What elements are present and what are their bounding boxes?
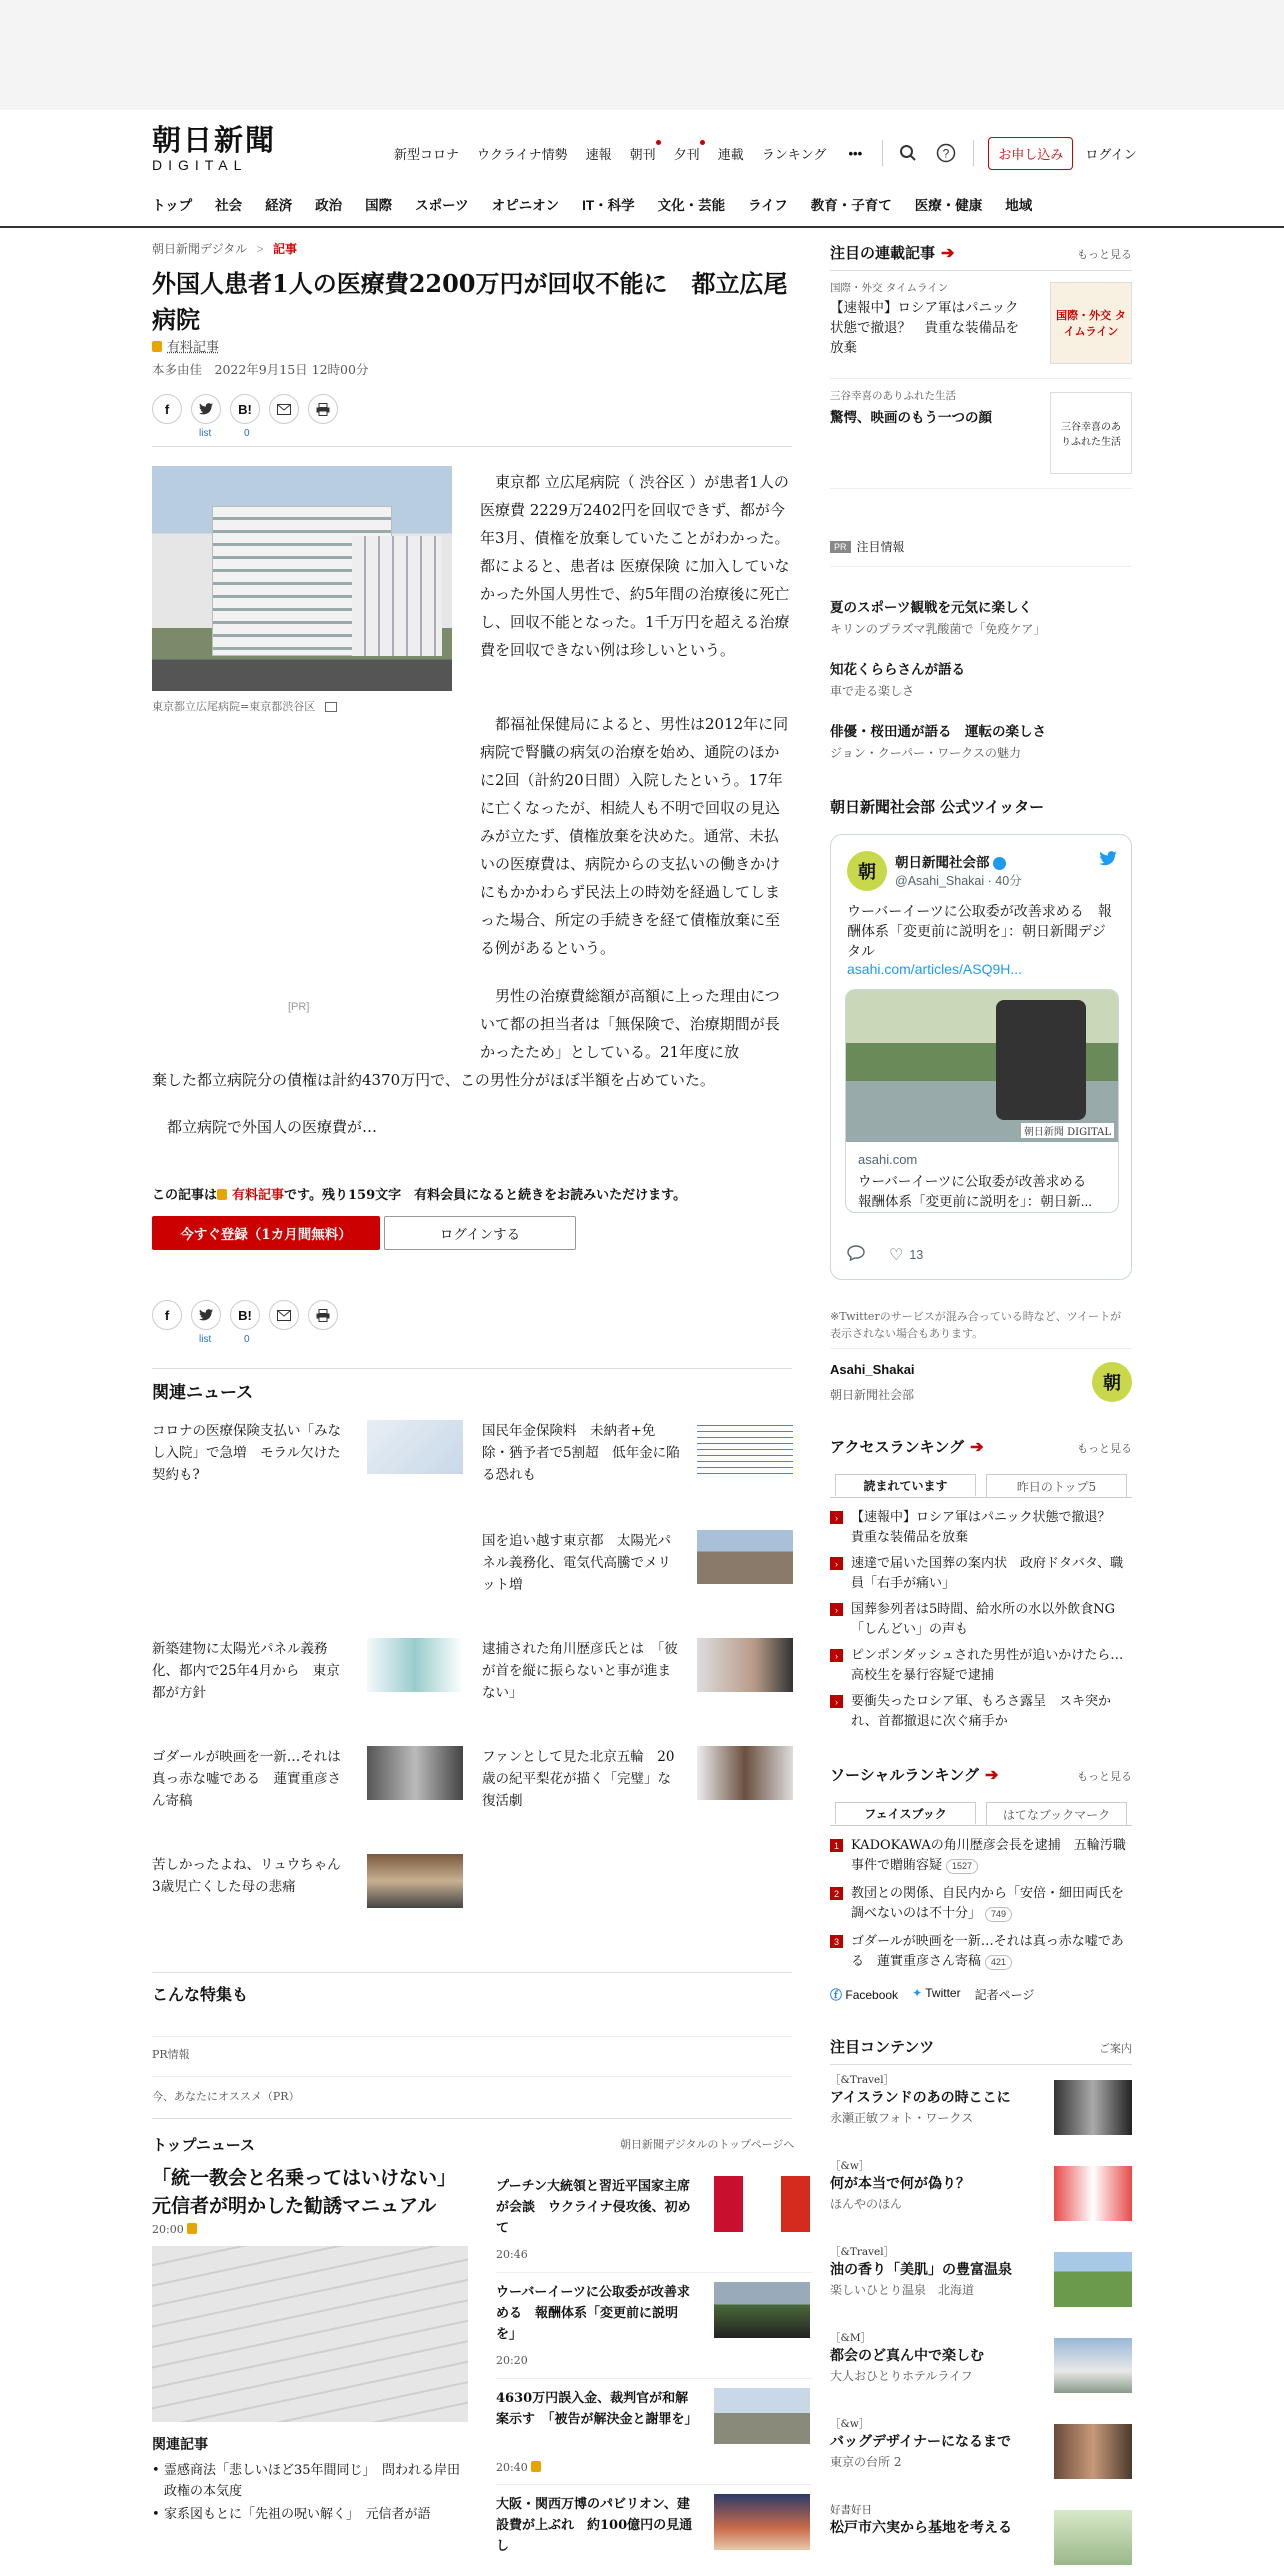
- top-news-thumb: [714, 2176, 810, 2232]
- top-news-time: 20:20: [496, 2354, 528, 2367]
- serial-item-title[interactable]: 驚愕、映画のもう一つの顔: [830, 410, 992, 426]
- access-ranking-heading: [830, 1436, 984, 1457]
- content-title: 油の香り「美肌」の豊富温泉: [830, 2262, 1012, 2278]
- help-icon[interactable]: [935, 142, 957, 164]
- content-tag: ［&Travel］: [830, 2246, 895, 2258]
- nav-top[interactable]: トップ: [152, 198, 193, 213]
- lock-icon: [217, 1189, 227, 1200]
- site-header: [0, 110, 1284, 228]
- reply-icon[interactable]: [847, 1245, 865, 1266]
- serial-tag: 三谷幸喜のありふれた生活: [830, 390, 956, 402]
- divider: [882, 140, 883, 166]
- related-thumb: [697, 1638, 793, 1692]
- paid-label: 有料記事: [167, 340, 220, 355]
- ranking-item[interactable]: [830, 1508, 1132, 1548]
- bullet-icon: •: [152, 2463, 160, 2478]
- breadcrumb: [152, 240, 297, 257]
- tweet-card-text: ウーバーイーツに公取委が改善求める 報酬体系「変更前に説明を」：朝日新...: [858, 1174, 1100, 1209]
- ranking-item[interactable]: [830, 1554, 1132, 1594]
- content-title: 何が本当で何が偽り？: [830, 2176, 970, 2192]
- social-ranking-heading: [830, 1764, 998, 1785]
- rank-number: ›: [830, 1557, 843, 1570]
- photo-caption-text: 東京都立広尾病院=東京都渋谷区: [152, 700, 316, 713]
- access-ranking-heading-text: アクセスランキング: [830, 1438, 965, 1456]
- pr-heading: [830, 538, 905, 555]
- verified-icon: [993, 857, 1006, 870]
- social-more-link[interactable]: もっと見る: [1077, 1770, 1132, 1783]
- nav-morning[interactable]: [630, 144, 656, 163]
- divider: [830, 378, 1132, 379]
- content-thumb: [1054, 2252, 1132, 2307]
- content-tag: ［&Travel］: [830, 2074, 895, 2086]
- login-button[interactable]: ログインする: [384, 1216, 576, 1250]
- tab-most-read[interactable]: 読まれています: [835, 1474, 976, 1497]
- article-teaser: 都立病院で外国人の医療費が…: [167, 1118, 378, 1136]
- content-item[interactable]: [830, 2158, 1132, 2212]
- lead-story-photo[interactable]: [152, 2246, 468, 2422]
- pr-item-sub: ジョン・クーパー・ワークスの魅力: [830, 746, 1022, 760]
- more-icon[interactable]: •••: [848, 145, 863, 161]
- content-thumb: [1054, 2166, 1132, 2221]
- related-item-title: 国を追い越す東京都 太陽光パネル義務化、電気代高騰でメリット増: [482, 1533, 671, 1593]
- divider: [152, 1972, 792, 1973]
- related-item-title: 逮捕された角川歴彦氏とは 「彼が首を縦に振らないと事が進まない」: [482, 1641, 678, 1701]
- related-item-title: 国民年金保険料 未納者+免除・猶予者で5割超 低年金に陥る恐れも: [482, 1423, 680, 1483]
- content-title: 都会のど真ん中で楽しむ: [830, 2348, 984, 2364]
- rank-number: 3: [830, 1935, 843, 1948]
- ranking-item[interactable]: [830, 1646, 1132, 1686]
- related-article-text: 霊感商法「悲しいほど35年間同じ」 問われる岸田政権の本気度: [164, 2463, 461, 2499]
- arrow-right-icon: ➔: [970, 1437, 984, 1456]
- top-page-link[interactable]: 朝日新聞デジタルのトップページへ: [620, 2138, 795, 2151]
- content-thumb: [1054, 2080, 1132, 2135]
- arrow-right-icon: ➔: [941, 243, 955, 262]
- social-tabs: [830, 1802, 1132, 1826]
- nav-culture[interactable]: 文化・芸能: [657, 198, 726, 213]
- lead-story-title[interactable]: 「統一教会と名乗ってはいけない」元信者が明かした勧誘マニュアル: [152, 2167, 457, 2217]
- serial-thumb: 三谷幸喜のありふれた生活: [1050, 392, 1132, 474]
- related-thumb: [697, 1746, 793, 1800]
- related-thumb: [367, 1746, 463, 1800]
- logo[interactable]: [152, 124, 282, 174]
- share-list-link[interactable]: list: [199, 428, 212, 439]
- content-tag: 好書好日: [830, 2504, 872, 2516]
- mail-icon[interactable]: [269, 394, 299, 424]
- ranking-item[interactable]: [830, 1692, 1132, 1732]
- paywall-notice: [152, 1184, 686, 1203]
- related-item-title: 苦しかったよね、リュウちゃん 3歳児亡くした母の悲痛: [152, 1857, 355, 1895]
- pr-heading-text: 注目情報: [856, 540, 905, 554]
- tweet-avatar[interactable]: 朝: [847, 851, 887, 891]
- byline: 本多由佳 2022年9月15日 12時00分: [152, 362, 369, 377]
- content-item[interactable]: [830, 2244, 1132, 2298]
- print-icon[interactable]: [308, 394, 338, 424]
- embedded-tweet[interactable]: [830, 834, 1132, 1280]
- nav-sports[interactable]: スポーツ: [415, 198, 469, 213]
- divider: [496, 2484, 812, 2485]
- related-article-link[interactable]: [152, 2460, 470, 2502]
- content-title: バッグデザイナーになるまで: [830, 2434, 1012, 2450]
- paywall-notice-pre: この記事は: [152, 1188, 218, 1203]
- tweet-text: ウーバーイーツに公取委が改善求める 報酬体系「変更前に説明を」：朝日新聞デジタル: [847, 903, 1112, 959]
- article-photo[interactable]: [152, 466, 452, 691]
- serial-heading: [830, 242, 954, 263]
- lock-icon: [187, 2223, 197, 2234]
- nav-economy[interactable]: 経済: [265, 198, 293, 213]
- nav-morning-label: 朝刊: [629, 146, 656, 162]
- content-thumb: [1054, 2510, 1132, 2565]
- reporter-page-link[interactable]: 記者ページ: [974, 1988, 1035, 2002]
- breadcrumb-home[interactable]: 朝日新聞デジタル: [152, 242, 248, 256]
- share-bar: [152, 394, 347, 424]
- social-item-text: 教団との関係、自民内から「安倍・細田両氏を調べないのは不十分」: [851, 1886, 1125, 1921]
- divider: [830, 488, 1132, 489]
- content-sub: 大人おひとりホテルライフ: [830, 2369, 973, 2383]
- twitter-account-avatar[interactable]: 朝: [1092, 1362, 1132, 1402]
- share-bar-bottom: [152, 1300, 347, 1330]
- divider: [152, 2118, 792, 2119]
- nav-region[interactable]: 地域: [1005, 198, 1033, 213]
- divider: [496, 2378, 812, 2379]
- social-ranking-item[interactable]: [830, 1932, 1132, 1972]
- related-thumb: [367, 1638, 463, 1692]
- twitter-icon[interactable]: [191, 1300, 221, 1330]
- top-news-item[interactable]: ウーバーイーツに公取委が改善求める 報酬体系「変更前に説明を」: [496, 2285, 690, 2342]
- lead-story-time-text: 20:00: [152, 2223, 184, 2236]
- serial-more-link[interactable]: もっと見る: [1077, 248, 1132, 261]
- facebook-link-text: Facebook: [845, 1988, 899, 2002]
- facebook-link[interactable]: [830, 1986, 898, 2003]
- nav-education[interactable]: 教育・子育て: [810, 198, 892, 213]
- photo-building-annex: [352, 536, 442, 656]
- nav-opinion[interactable]: オピニオン: [491, 198, 560, 213]
- divider: [830, 2064, 1132, 2065]
- social-ranking-item[interactable]: [830, 1836, 1132, 1876]
- content-item[interactable]: [830, 2330, 1132, 2384]
- top-news-thumb: [714, 2494, 810, 2550]
- nav-it-science[interactable]: IT・科学: [582, 198, 635, 213]
- content-item[interactable]: [830, 2072, 1132, 2126]
- related-thumb: [367, 1854, 463, 1908]
- pr-badge: PR: [830, 541, 851, 553]
- twitter-icon: ✦: [912, 1986, 923, 2000]
- nav-health[interactable]: 医療・健康: [914, 198, 983, 213]
- content-tag: ［&M］: [830, 2332, 872, 2344]
- divider: [152, 2076, 792, 2077]
- pr-ad-label: [PR]: [288, 1001, 310, 1013]
- social-ranking-item[interactable]: [830, 1884, 1132, 1924]
- subscribe-button[interactable]: お申し込み: [988, 137, 1073, 170]
- nav-serial[interactable]: 連載: [717, 146, 744, 162]
- nav-breaking[interactable]: 速報: [585, 146, 612, 162]
- nav-evening[interactable]: [674, 144, 700, 163]
- contents-heading: 注目コンテンツ: [830, 2038, 935, 2056]
- breadcrumb-current: 記事: [272, 242, 297, 256]
- article-title: 外国人患者1人の医療費2200万円が回収不能に 都立広尾病院: [152, 269, 788, 334]
- article-paragraph-3: 男性の治療費総額が高額に上った理由について都の担当者は「無保険で、治療期間が長かったため」としている。21年度に放: [480, 987, 780, 1061]
- ranking-item-text: 速達で届いた国葬の案内状 政府ドタバタ、職員「右手が痛い」: [851, 1556, 1124, 1591]
- share-count: 421: [985, 1955, 1012, 1970]
- nav-corona[interactable]: 新型コロナ: [394, 146, 460, 162]
- top-news-heading: トップニュース: [152, 2136, 256, 2154]
- social-ranking-heading-text: ソーシャルランキング: [830, 1766, 979, 1784]
- social-links: [830, 1986, 1034, 2003]
- serial-thumb: 国際・外交 タイムライン: [1050, 282, 1132, 364]
- twitter-link[interactable]: [912, 1986, 961, 2003]
- heart-icon: ♡: [889, 1247, 904, 1264]
- paid-badge: [152, 336, 219, 355]
- tweet-card-domain: asahi.com: [858, 1152, 918, 1167]
- related-thumb: [697, 1530, 793, 1584]
- content-thumb: [1054, 2424, 1132, 2479]
- content-tag: ［&w］: [830, 2160, 870, 2172]
- related-thumb: [367, 1420, 463, 1474]
- hatena-bookmark-icon[interactable]: B!: [230, 394, 260, 424]
- nav-evening-label: 夕刊: [673, 146, 700, 162]
- search-icon[interactable]: [897, 142, 919, 164]
- expand-image-icon[interactable]: [325, 702, 337, 712]
- serial-item-title[interactable]: 【速報中】ロシア軍はパニック状態で撤退？ 貴重な装備品を放棄: [830, 300, 1019, 356]
- lead-story-time: [152, 2222, 202, 2236]
- rank-number: 1: [830, 1839, 843, 1852]
- register-button[interactable]: 今すぐ登録（1カ月間無料）: [152, 1216, 380, 1250]
- nav-international[interactable]: 国際: [365, 198, 393, 213]
- divider: [830, 566, 1132, 567]
- pr-item-sub: 車で走る楽しさ: [830, 684, 915, 698]
- share-count: 1527: [946, 1859, 978, 1874]
- paywall-notice-post: です。残り159文字 有料会員になると続きをお読みいただけます。: [284, 1188, 687, 1203]
- delivery-bag-image: [996, 1000, 1086, 1120]
- divider: [152, 1368, 792, 1369]
- article-paragraph-1: 東京都 立広尾病院（ 渋谷区 ）が患者1人の 医療費 2229万2402円を回収できず、都が今年3月、債権を放棄していたことがわかった。都によると、患者は 医療保険 に加入していなかった外国人男性で、約5年間の治療後に死亡し、回収不能となった。1千万円を超える治療費を回収できない例は珍しいという。: [480, 473, 790, 659]
- tweet-handle: @Asahi_Shakai · 40分: [895, 874, 1022, 888]
- content-sub: 楽しいひとり温泉 北海道: [830, 2283, 975, 2297]
- related-article-link[interactable]: [152, 2504, 470, 2526]
- divider: [496, 2272, 812, 2273]
- rank-number: ›: [830, 1649, 843, 1662]
- serial-heading-text: 注目の連載記事: [830, 244, 936, 262]
- related-item-title: 新築建物に太陽光パネル義務化、都内で25年4月から 東京都が方針: [152, 1641, 340, 1701]
- related-articles-heading: 関連記事: [152, 2437, 208, 2453]
- ranking-item-text: 国葬参列者は5時間、給水所の水以外飲食NG 「しんどい」の声も: [851, 1602, 1129, 1637]
- top-nav: [394, 138, 1155, 168]
- top-news-thumb: [714, 2388, 810, 2444]
- serial-tag: 国際・外交 タイムライン: [830, 282, 949, 294]
- main-nav: [152, 194, 1032, 214]
- related-item-title: ファンとして見た北京五輪 20歳の紀平梨花が描く「完璧」な復活劇: [482, 1749, 675, 1809]
- login-link[interactable]: ログイン: [1085, 146, 1137, 162]
- divider: [830, 1348, 1132, 1349]
- twitter-link-text: Twitter: [925, 1986, 961, 2000]
- pr-item-sub: キリンのプラズマ乳酸菌で「免疫ケア」: [830, 622, 1046, 636]
- tweet-link[interactable]: asahi.com/articles/ASQ9H...: [847, 961, 1023, 977]
- ranking-item-text: 【速報中】ロシア軍はパニック状態で撤退？ 貴重な装備品を放棄: [851, 1510, 1124, 1545]
- nav-life[interactable]: ライフ: [748, 198, 788, 213]
- tab-yesterday-top5[interactable]: 昨日のトップ5: [986, 1474, 1127, 1497]
- nav-ukraine[interactable]: ウクライナ情勢: [477, 146, 568, 162]
- facebook-icon: ⓕ: [830, 1988, 843, 2002]
- new-dot-icon: [700, 140, 705, 145]
- divider: [973, 140, 974, 166]
- logo-digital: DIGITAL: [152, 157, 248, 173]
- facebook-icon[interactable]: f: [152, 1300, 182, 1330]
- top-news-time: 20:46: [496, 2248, 528, 2261]
- twitter-icon[interactable]: [191, 394, 221, 424]
- logo-wordmark: 朝日新聞: [152, 123, 277, 157]
- facebook-icon[interactable]: f: [152, 394, 182, 424]
- top-news-item[interactable]: 4630万円誤入金、裁判官が和解案示す 「被告が解決金と謝罪を」: [496, 2391, 698, 2427]
- nav-politics[interactable]: 政治: [315, 198, 343, 213]
- svg-text:?: ?: [942, 146, 950, 161]
- like-count: 13: [909, 1248, 924, 1262]
- recommend-label: 今、あなたにオススメ（PR）: [152, 2090, 300, 2103]
- ranking-item-text: 要衝失ったロシア軍、もろさ露呈 スキ突かれ、首都撤退に次ぐ痛手か: [851, 1694, 1112, 1729]
- related-news-heading: 関連ニュース: [152, 1383, 254, 1403]
- tweet-card-image: [846, 990, 1119, 1142]
- pr-item-title[interactable]: 夏のスポーツ観戦を元気に楽しく: [830, 600, 1032, 616]
- card-image-label: 朝日新聞 DIGITAL: [1021, 1123, 1114, 1138]
- photo-caption: [152, 698, 337, 714]
- top-news-item[interactable]: プーチン大統領と習近平国家主席が会談 ウクライナ侵攻後、初めて: [496, 2179, 691, 2236]
- hatena-bookmark-icon[interactable]: B!: [230, 1300, 260, 1330]
- share-count: 749: [985, 1907, 1012, 1922]
- article-paragraph-3-cont: 棄した都立病院分の債権は計約4370万円で、この男性分がほぼ半額を占めていた。: [152, 1071, 715, 1089]
- features-heading: こんな特集も: [152, 1985, 249, 2004]
- social-item-text: ゴダールが映画を一新…それは真っ赤な嘘である 蓮實重彦さん寄稿: [851, 1934, 1124, 1969]
- related-article-text: 家系図もとに「先祖の呪い解く」 元信者が語: [164, 2507, 431, 2522]
- tab-facebook[interactable]: フェイスブック: [835, 1802, 976, 1825]
- content-item[interactable]: [830, 2416, 1132, 2470]
- mail-icon[interactable]: [269, 1300, 299, 1330]
- pr-info-label: PR情報: [152, 2048, 190, 2061]
- ranking-item-text: ピンポンダッシュされた男性が追いかけたら…高校生を暴行容疑で逮捕: [851, 1648, 1124, 1683]
- twitter-account-sub: 朝日新聞社会部: [830, 1388, 915, 1402]
- social-item-text: KADOKAWAの角川歴彦会長を逮捕 五輪汚職事件で贈賄容疑: [851, 1838, 1126, 1873]
- related-thumb: [697, 1420, 793, 1474]
- nav-ranking[interactable]: ランキング: [761, 146, 827, 162]
- twitter-note: ※Twitterのサービスが混み合っている時など、ツイートが表示されない場合もあります。: [830, 1310, 1122, 1340]
- pr-item-title[interactable]: 俳優・桜田通が語る 運転の楽しさ: [830, 724, 1046, 740]
- lock-icon: [531, 2461, 541, 2472]
- related-item-title: コロナの医療保険支払い「みなし入院」で急増 モラル欠けた契約も?: [152, 1423, 341, 1483]
- nav-society[interactable]: 社会: [215, 198, 243, 213]
- twitter-heading: 朝日新聞社会部 公式ツイッター: [830, 798, 1045, 816]
- top-news-time: [496, 2460, 546, 2474]
- new-dot-icon: [656, 140, 661, 145]
- tweet-author-name: 朝日新聞社会部: [895, 855, 990, 870]
- top-ad-banner: [0, 0, 1284, 110]
- access-tabs: [830, 1474, 1132, 1498]
- article-paragraph-2: 都福祉保健局によると、男性は2012年に同病院で腎臓の病気の治療を始め、通院のほかに2回（計約20日間）入院したという。17年に亡くなったが、相続人も不明で回収の見込みが立たず、債権放棄を決めた。通常、未払いの医療費は、病院からの支払いの働きかけにもかかわらず民法上の時効を経過してしまった場合、所定の手続きを経て債権放棄に至る例があるという。: [480, 715, 789, 957]
- hatena-count: 0: [244, 1334, 250, 1345]
- pr-item-title[interactable]: 知花くららさんが語る: [830, 662, 965, 678]
- contents-guide-link[interactable]: ご案内: [1099, 2042, 1132, 2055]
- divider: [830, 270, 1132, 271]
- bullet-icon: •: [152, 2507, 160, 2522]
- rank-number: ›: [830, 1511, 843, 1524]
- top-news-time-text: 20:40: [496, 2461, 528, 2474]
- content-title: アイスランドのあの時ここに: [830, 2090, 1011, 2106]
- rank-number: ›: [830, 1603, 843, 1616]
- divider: [152, 446, 792, 447]
- content-thumb: [1054, 2338, 1132, 2393]
- tab-hatena[interactable]: はてなブックマーク: [986, 1802, 1127, 1825]
- divider: [152, 2036, 792, 2037]
- content-item[interactable]: [830, 2502, 1132, 2539]
- content-title: 松戸市六実から基地を考える: [830, 2520, 1012, 2536]
- access-more-link[interactable]: もっと見る: [1077, 1442, 1132, 1455]
- arrow-right-icon: ➔: [984, 1765, 999, 1784]
- share-list-link[interactable]: list: [199, 1334, 212, 1345]
- tweet-author[interactable]: [895, 851, 1006, 871]
- twitter-account-link[interactable]: Asahi_Shakai: [830, 1362, 915, 1377]
- related-item-title: ゴダールが映画を一新…それは真っ赤な嘘である 蓮實重彦さん寄稿: [152, 1749, 341, 1809]
- twitter-bird-icon[interactable]: [1099, 851, 1117, 871]
- top-news-item[interactable]: 大阪・関西万博のパビリオン、建設費が上ぶれ 約100億円の見通し: [496, 2497, 693, 2554]
- lock-icon: [152, 341, 162, 352]
- top-news-thumb: [714, 2282, 810, 2338]
- paywall-notice-paid: 有料記事: [232, 1188, 285, 1203]
- like-button[interactable]: [889, 1245, 923, 1265]
- rank-number: 2: [830, 1887, 843, 1900]
- print-icon[interactable]: [308, 1300, 338, 1330]
- chevron-right-icon: >: [256, 242, 264, 256]
- hatena-count: 0: [244, 428, 250, 439]
- content-tag: ［&w］: [830, 2418, 870, 2430]
- ranking-item[interactable]: [830, 1600, 1132, 1640]
- content-sub: 東京の台所 2: [830, 2455, 902, 2469]
- content-sub: ほんやのほん: [830, 2197, 903, 2211]
- content-sub: 永瀬正敏フォト・ワークス: [830, 2111, 974, 2125]
- rank-number: ›: [830, 1695, 843, 1708]
- tweet-card[interactable]: [845, 989, 1119, 1213]
